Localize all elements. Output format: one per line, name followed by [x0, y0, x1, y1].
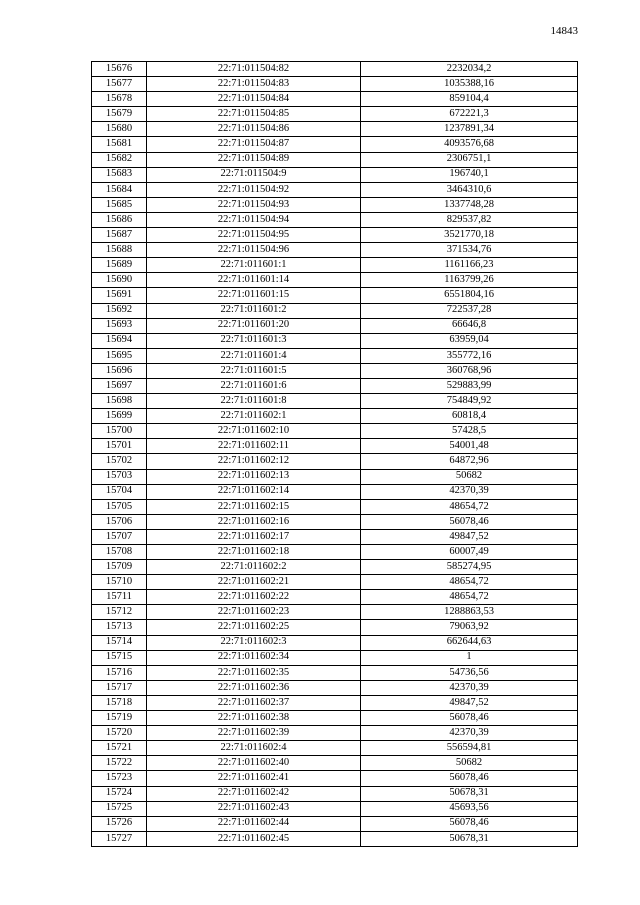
value-cell: 48654,72 — [361, 575, 578, 590]
table-row — [92, 831, 578, 846]
cadastral-number-cell: 22:71:011601:1 — [147, 258, 361, 273]
value-cell: 42370,39 — [361, 484, 578, 499]
row-number-cell: 15706 — [92, 514, 147, 529]
value-cell: 1161166,23 — [361, 258, 578, 273]
row-number-cell: 15703 — [92, 469, 147, 484]
value-cell: 722537,28 — [361, 303, 578, 318]
table-row — [92, 409, 578, 424]
table-row — [92, 635, 578, 650]
row-number-cell: 15681 — [92, 137, 147, 152]
table-row — [92, 258, 578, 273]
row-number-cell: 15685 — [92, 197, 147, 212]
table-row — [92, 726, 578, 741]
value-cell: 64872,96 — [361, 454, 578, 469]
value-cell: 1163799,26 — [361, 273, 578, 288]
table-row — [92, 529, 578, 544]
value-cell: 50678,31 — [361, 786, 578, 801]
value-cell: 829537,82 — [361, 212, 578, 227]
value-cell: 66646,8 — [361, 318, 578, 333]
row-number-cell: 15680 — [92, 122, 147, 137]
value-cell: 529883,99 — [361, 378, 578, 393]
cadastral-number-cell: 22:71:011601:2 — [147, 303, 361, 318]
row-number-cell: 15720 — [92, 726, 147, 741]
cadastral-number-cell: 22:71:011504:95 — [147, 228, 361, 243]
value-cell: 56078,46 — [361, 514, 578, 529]
row-number-cell: 15688 — [92, 243, 147, 258]
cadastral-number-cell: 22:71:011602:42 — [147, 786, 361, 801]
row-number-cell: 15718 — [92, 695, 147, 710]
value-cell: 50678,31 — [361, 831, 578, 846]
page-number: 14843 — [550, 25, 578, 37]
cadastral-number-cell: 22:71:011602:40 — [147, 756, 361, 771]
cadastral-number-cell: 22:71:011601:14 — [147, 273, 361, 288]
row-number-cell: 15696 — [92, 363, 147, 378]
cadastral-number-cell: 22:71:011602:15 — [147, 499, 361, 514]
row-number-cell: 15683 — [92, 167, 147, 182]
table-row — [92, 575, 578, 590]
value-cell: 50682 — [361, 469, 578, 484]
row-number-cell: 15702 — [92, 454, 147, 469]
row-number-cell: 15709 — [92, 560, 147, 575]
cadastral-number-cell: 22:71:011602:41 — [147, 771, 361, 786]
value-cell: 56078,46 — [361, 771, 578, 786]
value-cell: 60007,49 — [361, 545, 578, 560]
table-row — [92, 620, 578, 635]
cadastral-number-cell: 22:71:011601:6 — [147, 378, 361, 393]
row-number-cell: 15697 — [92, 378, 147, 393]
table-row — [92, 756, 578, 771]
value-cell: 79063,92 — [361, 620, 578, 635]
cadastral-number-cell: 22:71:011504:87 — [147, 137, 361, 152]
row-number-cell: 15678 — [92, 92, 147, 107]
value-cell: 49847,52 — [361, 695, 578, 710]
row-number-cell: 15727 — [92, 831, 147, 846]
table-row — [92, 771, 578, 786]
cadastral-number-cell: 22:71:011602:16 — [147, 514, 361, 529]
cadastral-number-cell: 22:71:011602:35 — [147, 665, 361, 680]
value-cell: 2232034,2 — [361, 62, 578, 77]
cadastral-number-cell: 22:71:011504:94 — [147, 212, 361, 227]
value-cell: 672221,3 — [361, 107, 578, 122]
value-cell: 1288863,53 — [361, 605, 578, 620]
table-row — [92, 182, 578, 197]
value-cell: 360768,96 — [361, 363, 578, 378]
row-number-cell: 15692 — [92, 303, 147, 318]
row-number-cell: 15682 — [92, 152, 147, 167]
cadastral-number-cell: 22:71:011601:5 — [147, 363, 361, 378]
row-number-cell: 15693 — [92, 318, 147, 333]
row-number-cell: 15717 — [92, 680, 147, 695]
table-row — [92, 469, 578, 484]
row-number-cell: 15711 — [92, 590, 147, 605]
registry-table — [91, 61, 578, 847]
value-cell: 63959,04 — [361, 333, 578, 348]
cadastral-number-cell: 22:71:011504:83 — [147, 77, 361, 92]
table-row — [92, 424, 578, 439]
cadastral-number-cell: 22:71:011504:93 — [147, 197, 361, 212]
row-number-cell: 15684 — [92, 182, 147, 197]
cadastral-number-cell: 22:71:011602:23 — [147, 605, 361, 620]
cadastral-number-cell: 22:71:011602:21 — [147, 575, 361, 590]
table-row — [92, 288, 578, 303]
row-number-cell: 15710 — [92, 575, 147, 590]
table-row — [92, 122, 578, 137]
row-number-cell: 15691 — [92, 288, 147, 303]
row-number-cell: 15724 — [92, 786, 147, 801]
table-row — [92, 454, 578, 469]
cadastral-number-cell: 22:71:011602:39 — [147, 726, 361, 741]
table-row — [92, 303, 578, 318]
row-number-cell: 15714 — [92, 635, 147, 650]
value-cell: 57428,5 — [361, 424, 578, 439]
cadastral-number-cell: 22:71:011602:1 — [147, 409, 361, 424]
table-row — [92, 665, 578, 680]
cadastral-number-cell: 22:71:011504:92 — [147, 182, 361, 197]
row-number-cell: 15723 — [92, 771, 147, 786]
row-number-cell: 15725 — [92, 801, 147, 816]
value-cell: 1 — [361, 650, 578, 665]
table-row — [92, 695, 578, 710]
value-cell: 662644,63 — [361, 635, 578, 650]
table-row — [92, 137, 578, 152]
row-number-cell: 15701 — [92, 439, 147, 454]
row-number-cell: 15716 — [92, 665, 147, 680]
row-number-cell: 15676 — [92, 62, 147, 77]
value-cell: 56078,46 — [361, 816, 578, 831]
table-row — [92, 816, 578, 831]
row-number-cell: 15690 — [92, 273, 147, 288]
value-cell: 196740,1 — [361, 167, 578, 182]
value-cell: 754849,92 — [361, 394, 578, 409]
cadastral-number-cell: 22:71:011504:84 — [147, 92, 361, 107]
row-number-cell: 15708 — [92, 545, 147, 560]
row-number-cell: 15689 — [92, 258, 147, 273]
row-number-cell: 15707 — [92, 529, 147, 544]
value-cell: 371534,76 — [361, 243, 578, 258]
cadastral-number-cell: 22:71:011602:37 — [147, 695, 361, 710]
value-cell: 3521770,18 — [361, 228, 578, 243]
row-number-cell: 15705 — [92, 499, 147, 514]
row-number-cell: 15694 — [92, 333, 147, 348]
cadastral-number-cell: 22:71:011601:3 — [147, 333, 361, 348]
row-number-cell: 15713 — [92, 620, 147, 635]
row-number-cell: 15715 — [92, 650, 147, 665]
cadastral-number-cell: 22:71:011602:13 — [147, 469, 361, 484]
value-cell: 42370,39 — [361, 726, 578, 741]
cadastral-number-cell: 22:71:011602:36 — [147, 680, 361, 695]
table-row — [92, 801, 578, 816]
table-row — [92, 243, 578, 258]
cadastral-number-cell: 22:71:011504:85 — [147, 107, 361, 122]
row-number-cell: 15721 — [92, 741, 147, 756]
cadastral-number-cell: 22:71:011602:3 — [147, 635, 361, 650]
table-row — [92, 167, 578, 182]
table-row — [92, 741, 578, 756]
table-row — [92, 378, 578, 393]
cadastral-number-cell: 22:71:011602:4 — [147, 741, 361, 756]
value-cell: 54736,56 — [361, 665, 578, 680]
cadastral-number-cell: 22:71:011602:10 — [147, 424, 361, 439]
value-cell: 1337748,28 — [361, 197, 578, 212]
table-row — [92, 333, 578, 348]
value-cell: 48654,72 — [361, 499, 578, 514]
cadastral-number-cell: 22:71:011602:45 — [147, 831, 361, 846]
cadastral-number-cell: 22:71:011504:9 — [147, 167, 361, 182]
table-row — [92, 394, 578, 409]
table-row — [92, 680, 578, 695]
row-number-cell: 15699 — [92, 409, 147, 424]
row-number-cell: 15698 — [92, 394, 147, 409]
table-row — [92, 318, 578, 333]
table-row — [92, 273, 578, 288]
table-row — [92, 439, 578, 454]
table-row — [92, 590, 578, 605]
row-number-cell: 15686 — [92, 212, 147, 227]
cadastral-number-cell: 22:71:011602:22 — [147, 590, 361, 605]
row-number-cell: 15719 — [92, 711, 147, 726]
table-row — [92, 786, 578, 801]
value-cell: 48654,72 — [361, 590, 578, 605]
value-cell: 6551804,16 — [361, 288, 578, 303]
cadastral-number-cell: 22:71:011504:82 — [147, 62, 361, 77]
cadastral-number-cell: 22:71:011504:89 — [147, 152, 361, 167]
table-row — [92, 545, 578, 560]
cadastral-number-cell: 22:71:011602:44 — [147, 816, 361, 831]
value-cell: 355772,16 — [361, 348, 578, 363]
value-cell: 859104,4 — [361, 92, 578, 107]
row-number-cell: 15712 — [92, 605, 147, 620]
cadastral-number-cell: 22:71:011602:25 — [147, 620, 361, 635]
table-row — [92, 62, 578, 77]
cadastral-number-cell: 22:71:011602:43 — [147, 801, 361, 816]
value-cell: 60818,4 — [361, 409, 578, 424]
table-row — [92, 92, 578, 107]
cadastral-number-cell: 22:71:011602:2 — [147, 560, 361, 575]
table-row — [92, 348, 578, 363]
cadastral-number-cell: 22:71:011601:8 — [147, 394, 361, 409]
value-cell: 2306751,1 — [361, 152, 578, 167]
cadastral-number-cell: 22:71:011602:11 — [147, 439, 361, 454]
row-number-cell: 15679 — [92, 107, 147, 122]
table-row — [92, 77, 578, 92]
row-number-cell: 15722 — [92, 756, 147, 771]
cadastral-number-cell: 22:71:011601:15 — [147, 288, 361, 303]
cadastral-number-cell: 22:71:011601:4 — [147, 348, 361, 363]
cadastral-number-cell: 22:71:011602:18 — [147, 545, 361, 560]
table-row — [92, 484, 578, 499]
table-row — [92, 107, 578, 122]
row-number-cell: 15687 — [92, 228, 147, 243]
value-cell: 50682 — [361, 756, 578, 771]
row-number-cell: 15726 — [92, 816, 147, 831]
table-row — [92, 605, 578, 620]
row-number-cell: 15677 — [92, 77, 147, 92]
value-cell: 56078,46 — [361, 711, 578, 726]
cadastral-number-cell: 22:71:011601:20 — [147, 318, 361, 333]
value-cell: 4093576,68 — [361, 137, 578, 152]
value-cell: 1035388,16 — [361, 77, 578, 92]
row-number-cell: 15700 — [92, 424, 147, 439]
value-cell: 3464310,6 — [361, 182, 578, 197]
value-cell: 54001,48 — [361, 439, 578, 454]
table-row — [92, 711, 578, 726]
row-number-cell: 15695 — [92, 348, 147, 363]
table-row — [92, 152, 578, 167]
value-cell: 1237891,34 — [361, 122, 578, 137]
cadastral-number-cell: 22:71:011504:96 — [147, 243, 361, 258]
row-number-cell: 15704 — [92, 484, 147, 499]
value-cell: 585274,95 — [361, 560, 578, 575]
table-row — [92, 499, 578, 514]
cadastral-number-cell: 22:71:011602:14 — [147, 484, 361, 499]
cadastral-number-cell: 22:71:011602:17 — [147, 529, 361, 544]
table-row — [92, 212, 578, 227]
value-cell: 45693,56 — [361, 801, 578, 816]
value-cell: 49847,52 — [361, 529, 578, 544]
value-cell: 42370,39 — [361, 680, 578, 695]
cadastral-number-cell: 22:71:011602:12 — [147, 454, 361, 469]
registry-table-body — [92, 62, 578, 847]
table-row — [92, 228, 578, 243]
value-cell: 556594,81 — [361, 741, 578, 756]
table-row — [92, 363, 578, 378]
cadastral-number-cell: 22:71:011504:86 — [147, 122, 361, 137]
table-row — [92, 560, 578, 575]
cadastral-number-cell: 22:71:011602:38 — [147, 711, 361, 726]
cadastral-number-cell: 22:71:011602:34 — [147, 650, 361, 665]
table-row — [92, 514, 578, 529]
table-row — [92, 197, 578, 212]
table-row — [92, 650, 578, 665]
